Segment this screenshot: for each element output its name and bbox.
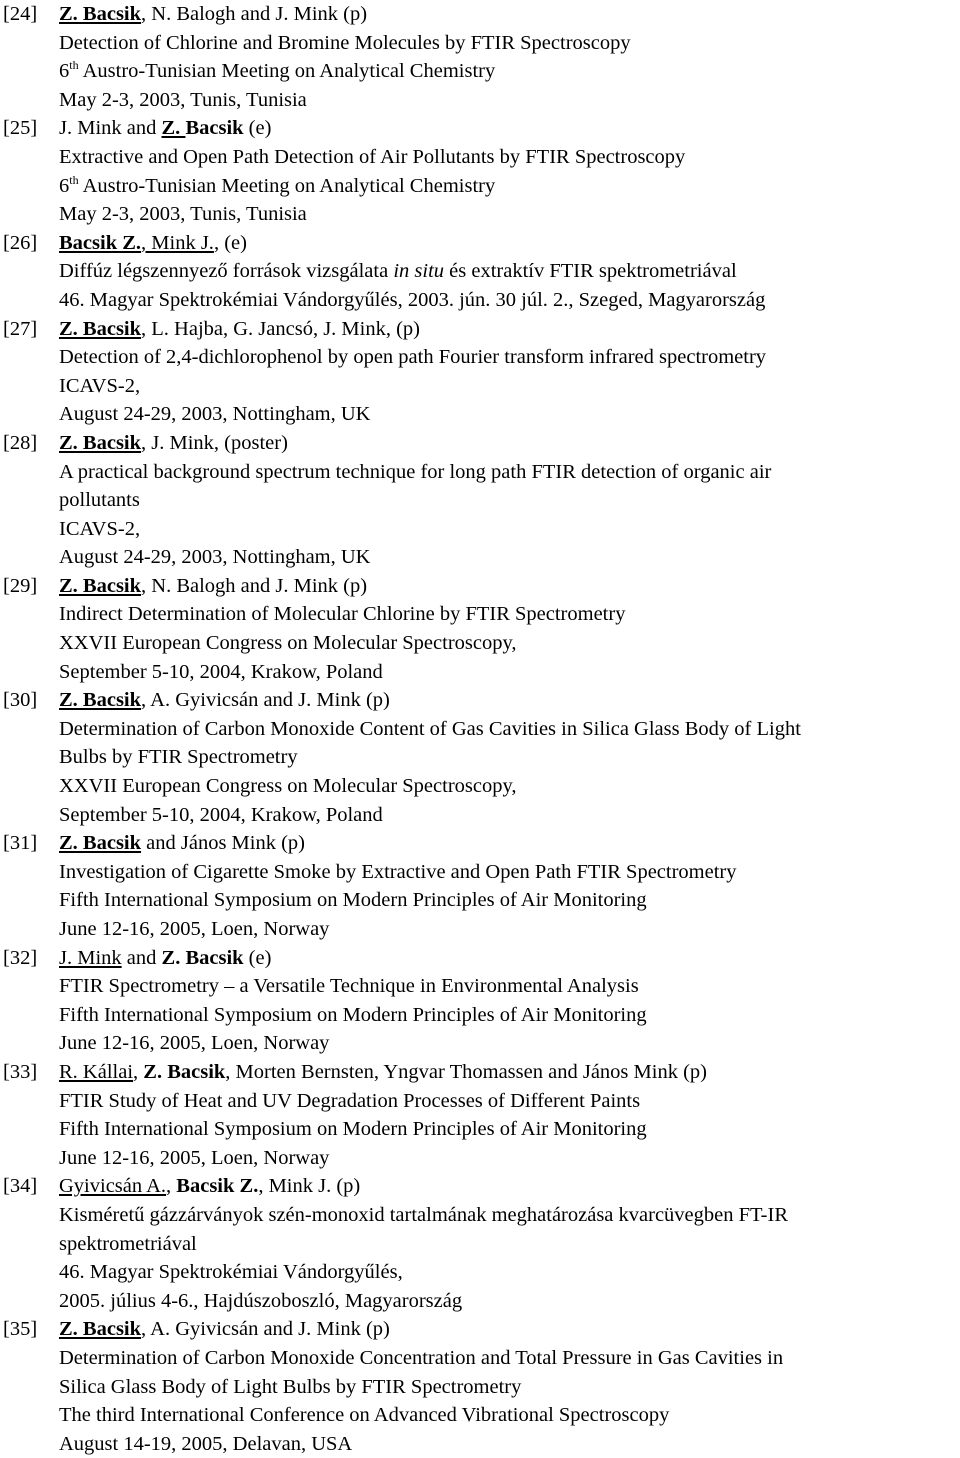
reference-authors [59, 229, 960, 258]
reference-entry [0, 315, 960, 429]
reference-detail-line [0, 629, 960, 658]
reference-entry [0, 0, 960, 114]
reference-author-line [0, 114, 960, 143]
reference-detail-text: Investigation of Cigarette Smoke by Extractive and Open Path FTIR Spectrometry [59, 860, 737, 883]
author-text: , Mink J. [141, 231, 214, 254]
reference-detail-line [0, 343, 960, 372]
author-text: Gyivicsán A. [59, 1175, 167, 1198]
reference-detail-line [0, 1344, 960, 1373]
reference-entry [0, 1315, 960, 1458]
reference-authors [59, 1058, 960, 1087]
author-text: (e) [243, 946, 272, 969]
reference-detail-line [0, 1401, 960, 1430]
reference-author-line [0, 429, 960, 458]
author-text: , [166, 1175, 177, 1198]
reference-detail-line [0, 172, 960, 201]
reference-author-line [0, 944, 960, 973]
author-highlight: Z. Bacsik [59, 574, 142, 597]
reference-entry [0, 114, 960, 228]
reference-detail-line [0, 57, 960, 86]
reference-detail-text: June 12-16, 2005, Loen, Norway [59, 1032, 330, 1055]
reference-detail-text: Fifth International Symposium on Modern Principles of Air Monitoring [59, 1118, 647, 1141]
reference-detail-text: Extractive and Open Path Detection of Air Pollutants by FTIR Spectroscopy [59, 145, 686, 168]
reference-detail-line [0, 458, 960, 487]
reference-detail-text: ICAVS-2, [59, 517, 141, 540]
reference-detail-line [0, 1087, 960, 1116]
reference-detail-line [0, 1258, 960, 1287]
reference-detail-text: May 2-3, 2003, Tunis, Tunisia [59, 88, 307, 111]
reference-detail-text: The third International Conference on Advanced Vibrational Spectroscopy [59, 1404, 670, 1427]
reference-detail-text: August 24-29, 2003, Nottingham, UK [59, 403, 371, 426]
reference-detail-line [0, 1230, 960, 1259]
author-text: R. Kállai [59, 1060, 134, 1083]
reference-detail-text: Silica Glass Body of Light Bulbs by FTIR Spectrometry [59, 1375, 522, 1398]
reference-detail-line [0, 1029, 960, 1058]
reference-authors [59, 315, 960, 344]
ordinal-suffix: th [69, 172, 79, 187]
reference-detail-line [0, 286, 960, 315]
author-text: , A. Gyivicsán and J. Mink (p) [141, 1318, 390, 1341]
reference-detail-text: XXVII European Congress on Molecular Spectroscopy, [59, 775, 517, 798]
reference-entry [0, 829, 960, 943]
reference-detail-text: Detection of Chlorine and Bromine Molecules by FTIR Spectroscopy [59, 31, 631, 54]
reference-authors [59, 572, 960, 601]
reference-detail-line [0, 1430, 960, 1458]
reference-entry [0, 1058, 960, 1172]
author-text: , L. Hajba, G. Jancsó, J. Mink, (p) [141, 317, 421, 340]
reference-entry [0, 572, 960, 686]
reference-detail-text: June 12-16, 2005, Loen, Norway [59, 918, 330, 940]
reference-detail-line [0, 1201, 960, 1230]
reference-detail-text: May 2-3, 2003, Tunis, Tunisia [59, 203, 307, 226]
author-text: (e) [243, 117, 272, 140]
author-highlight: Z. Bacsik [59, 3, 142, 25]
reference-authors [59, 114, 960, 143]
reference-author-line [0, 1172, 960, 1201]
reference-entry [0, 1172, 960, 1315]
reference-authors [59, 1172, 960, 1201]
author-text: J. Mink and [59, 117, 162, 140]
author-text: , [133, 1060, 144, 1083]
reference-detail-text: Bulbs by FTIR Spectrometry [59, 746, 298, 769]
reference-number: [32] [3, 946, 38, 969]
reference-detail-line [0, 1373, 960, 1402]
reference-detail-text: August 14-19, 2005, Delavan, USA [59, 1432, 353, 1455]
author-highlight: Z. Bacsik [143, 1060, 226, 1083]
reference-authors [59, 429, 960, 458]
author-highlight: Z. Bacsik [59, 431, 142, 454]
reference-number: [25] [3, 117, 38, 140]
author-text: and [121, 946, 162, 969]
reference-detail-line [0, 658, 960, 687]
reference-detail-line [0, 715, 960, 744]
reference-detail-line [0, 29, 960, 58]
reference-author-line [0, 1058, 960, 1087]
reference-detail-text: 6th Austro-Tunisian Meeting on Analytical Chemistry [59, 58, 496, 83]
reference-detail-line [0, 257, 960, 286]
reference-detail-text: pollutants [59, 489, 140, 512]
reference-author-line [0, 572, 960, 601]
author-highlight: Z. Bacsik [59, 832, 142, 855]
reference-detail-text: A practical background spectrum technique for long path FTIR detection of organic air [59, 460, 772, 483]
reference-number: [34] [3, 1175, 38, 1198]
reference-detail-line [0, 1287, 960, 1316]
reference-detail-line [0, 86, 960, 115]
reference-detail-line [0, 972, 960, 1001]
author-text: , Morten Bernsten, Yngvar Thomassen and János Mink (p) [225, 1060, 707, 1083]
reference-author-line [0, 829, 960, 858]
author-text: , J. Mink, (poster) [141, 431, 288, 454]
reference-detail-line [0, 1144, 960, 1173]
author-highlight: Z. Bacsik [59, 689, 142, 712]
author-text: J. Mink [59, 946, 122, 969]
reference-detail-text: August 24-29, 2003, Nottingham, UK [59, 546, 371, 569]
reference-detail-text: Fifth International Symposium on Modern Principles of Air Monitoring [59, 889, 647, 912]
reference-detail-text: Kisméretű gázzárványok szén-monoxid tartalmának meghatározása kvarcüvegben FT-IR [59, 1203, 788, 1226]
author-text: , A. Gyivicsán and J. Mink (p) [141, 689, 390, 712]
author-text: and János Mink (p) [141, 832, 306, 855]
reference-detail-line [0, 200, 960, 229]
reference-number: [29] [3, 574, 38, 597]
author-highlight: Bacsik Z. [59, 231, 142, 254]
reference-detail-line [0, 372, 960, 401]
reference-number: [28] [3, 431, 38, 454]
reference-detail-text: spektrometriával [59, 1232, 197, 1255]
reference-authors [59, 944, 960, 973]
reference-author-line [0, 229, 960, 258]
reference-detail-line [0, 743, 960, 772]
reference-detail-text: Diffúz légszennyező források vizsgálata in situ és extraktív FTIR spektrometriával [59, 260, 737, 283]
reference-entry [0, 686, 960, 829]
reference-detail-line [0, 858, 960, 887]
reference-entry [0, 944, 960, 1058]
reference-number: [31] [3, 832, 38, 855]
reference-detail-text: 6th Austro-Tunisian Meeting on Analytical Chemistry [59, 172, 496, 197]
reference-detail-text: Fifth International Symposium on Modern Principles of Air Monitoring [59, 1003, 647, 1026]
author-highlight: Z. [161, 117, 186, 140]
author-text: , N. Balogh and J. Mink (p) [141, 574, 368, 597]
reference-detail-text: Determination of Carbon Monoxide Concentration and Total Pressure in Gas Cavities in [59, 1346, 784, 1369]
reference-detail-text: 2005. július 4-6., Hajdúszoboszló, Magyarország [59, 1289, 463, 1312]
author-highlight: Z. Bacsik [161, 946, 244, 969]
author-highlight: Z. Bacsik [59, 1318, 142, 1341]
author-text: , (e) [213, 231, 247, 254]
reference-number: [35] [3, 1318, 38, 1341]
reference-author-line [0, 0, 960, 29]
reference-author-line [0, 315, 960, 344]
reference-detail-line [0, 801, 960, 830]
reference-number: [33] [3, 1060, 38, 1083]
reference-detail-line [0, 772, 960, 801]
reference-detail-line [0, 515, 960, 544]
reference-number: [30] [3, 689, 38, 712]
reference-number: [24] [3, 3, 38, 25]
reference-detail-text: FTIR Study of Heat and UV Degradation Processes of Different Paints [59, 1089, 641, 1112]
author-highlight: Bacsik [185, 117, 244, 140]
reference-detail-text: 46. Magyar Spektrokémiai Vándorgyűlés, [59, 1261, 403, 1284]
reference-detail-text: Indirect Determination of Molecular Chlorine by FTIR Spectrometry [59, 603, 626, 626]
italic-term: in situ [393, 260, 445, 283]
reference-detail-line [0, 600, 960, 629]
reference-authors [59, 829, 960, 858]
reference-detail-text: June 12-16, 2005, Loen, Norway [59, 1146, 330, 1169]
reference-author-line [0, 1315, 960, 1344]
ordinal-suffix: th [69, 58, 79, 73]
reference-detail-text: Determination of Carbon Monoxide Content of Gas Cavities in Silica Glass Body of Light [59, 717, 801, 740]
reference-number: [26] [3, 231, 38, 254]
reference-authors [59, 0, 960, 29]
reference-entry [0, 229, 960, 315]
reference-detail-line [0, 1001, 960, 1030]
reference-number: [27] [3, 317, 38, 340]
reference-detail-line [0, 915, 960, 944]
author-highlight: Z. Bacsik [59, 317, 142, 340]
reference-detail-line [0, 543, 960, 572]
reference-detail-text: Detection of 2,4-dichlorophenol by open path Fourier transform infrared spectrometry [59, 346, 767, 369]
author-text: , N. Balogh and J. Mink (p) [141, 3, 368, 25]
reference-authors [59, 1315, 960, 1344]
reference-detail-text: September 5-10, 2004, Krakow, Poland [59, 660, 383, 683]
reference-detail-line [0, 143, 960, 172]
reference-author-line [0, 686, 960, 715]
reference-detail-line [0, 486, 960, 515]
author-highlight: Bacsik Z. [176, 1175, 259, 1198]
reference-detail-text: September 5-10, 2004, Krakow, Poland [59, 803, 383, 826]
author-text: , Mink J. (p) [258, 1175, 361, 1198]
reference-detail-text: 46. Magyar Spektrokémiai Vándorgyűlés, 2003. jún. 30 júl. 2., Szeged, Magyarország [59, 288, 766, 311]
reference-authors [59, 686, 960, 715]
reference-detail-line [0, 886, 960, 915]
reference-detail-line [0, 1115, 960, 1144]
reference-entry [0, 429, 960, 572]
reference-detail-line [0, 400, 960, 429]
reference-detail-text: ICAVS-2, [59, 374, 141, 397]
reference-detail-text: XXVII European Congress on Molecular Spectroscopy, [59, 632, 517, 655]
reference-detail-text: FTIR Spectrometry – a Versatile Technique in Environmental Analysis [59, 975, 639, 998]
